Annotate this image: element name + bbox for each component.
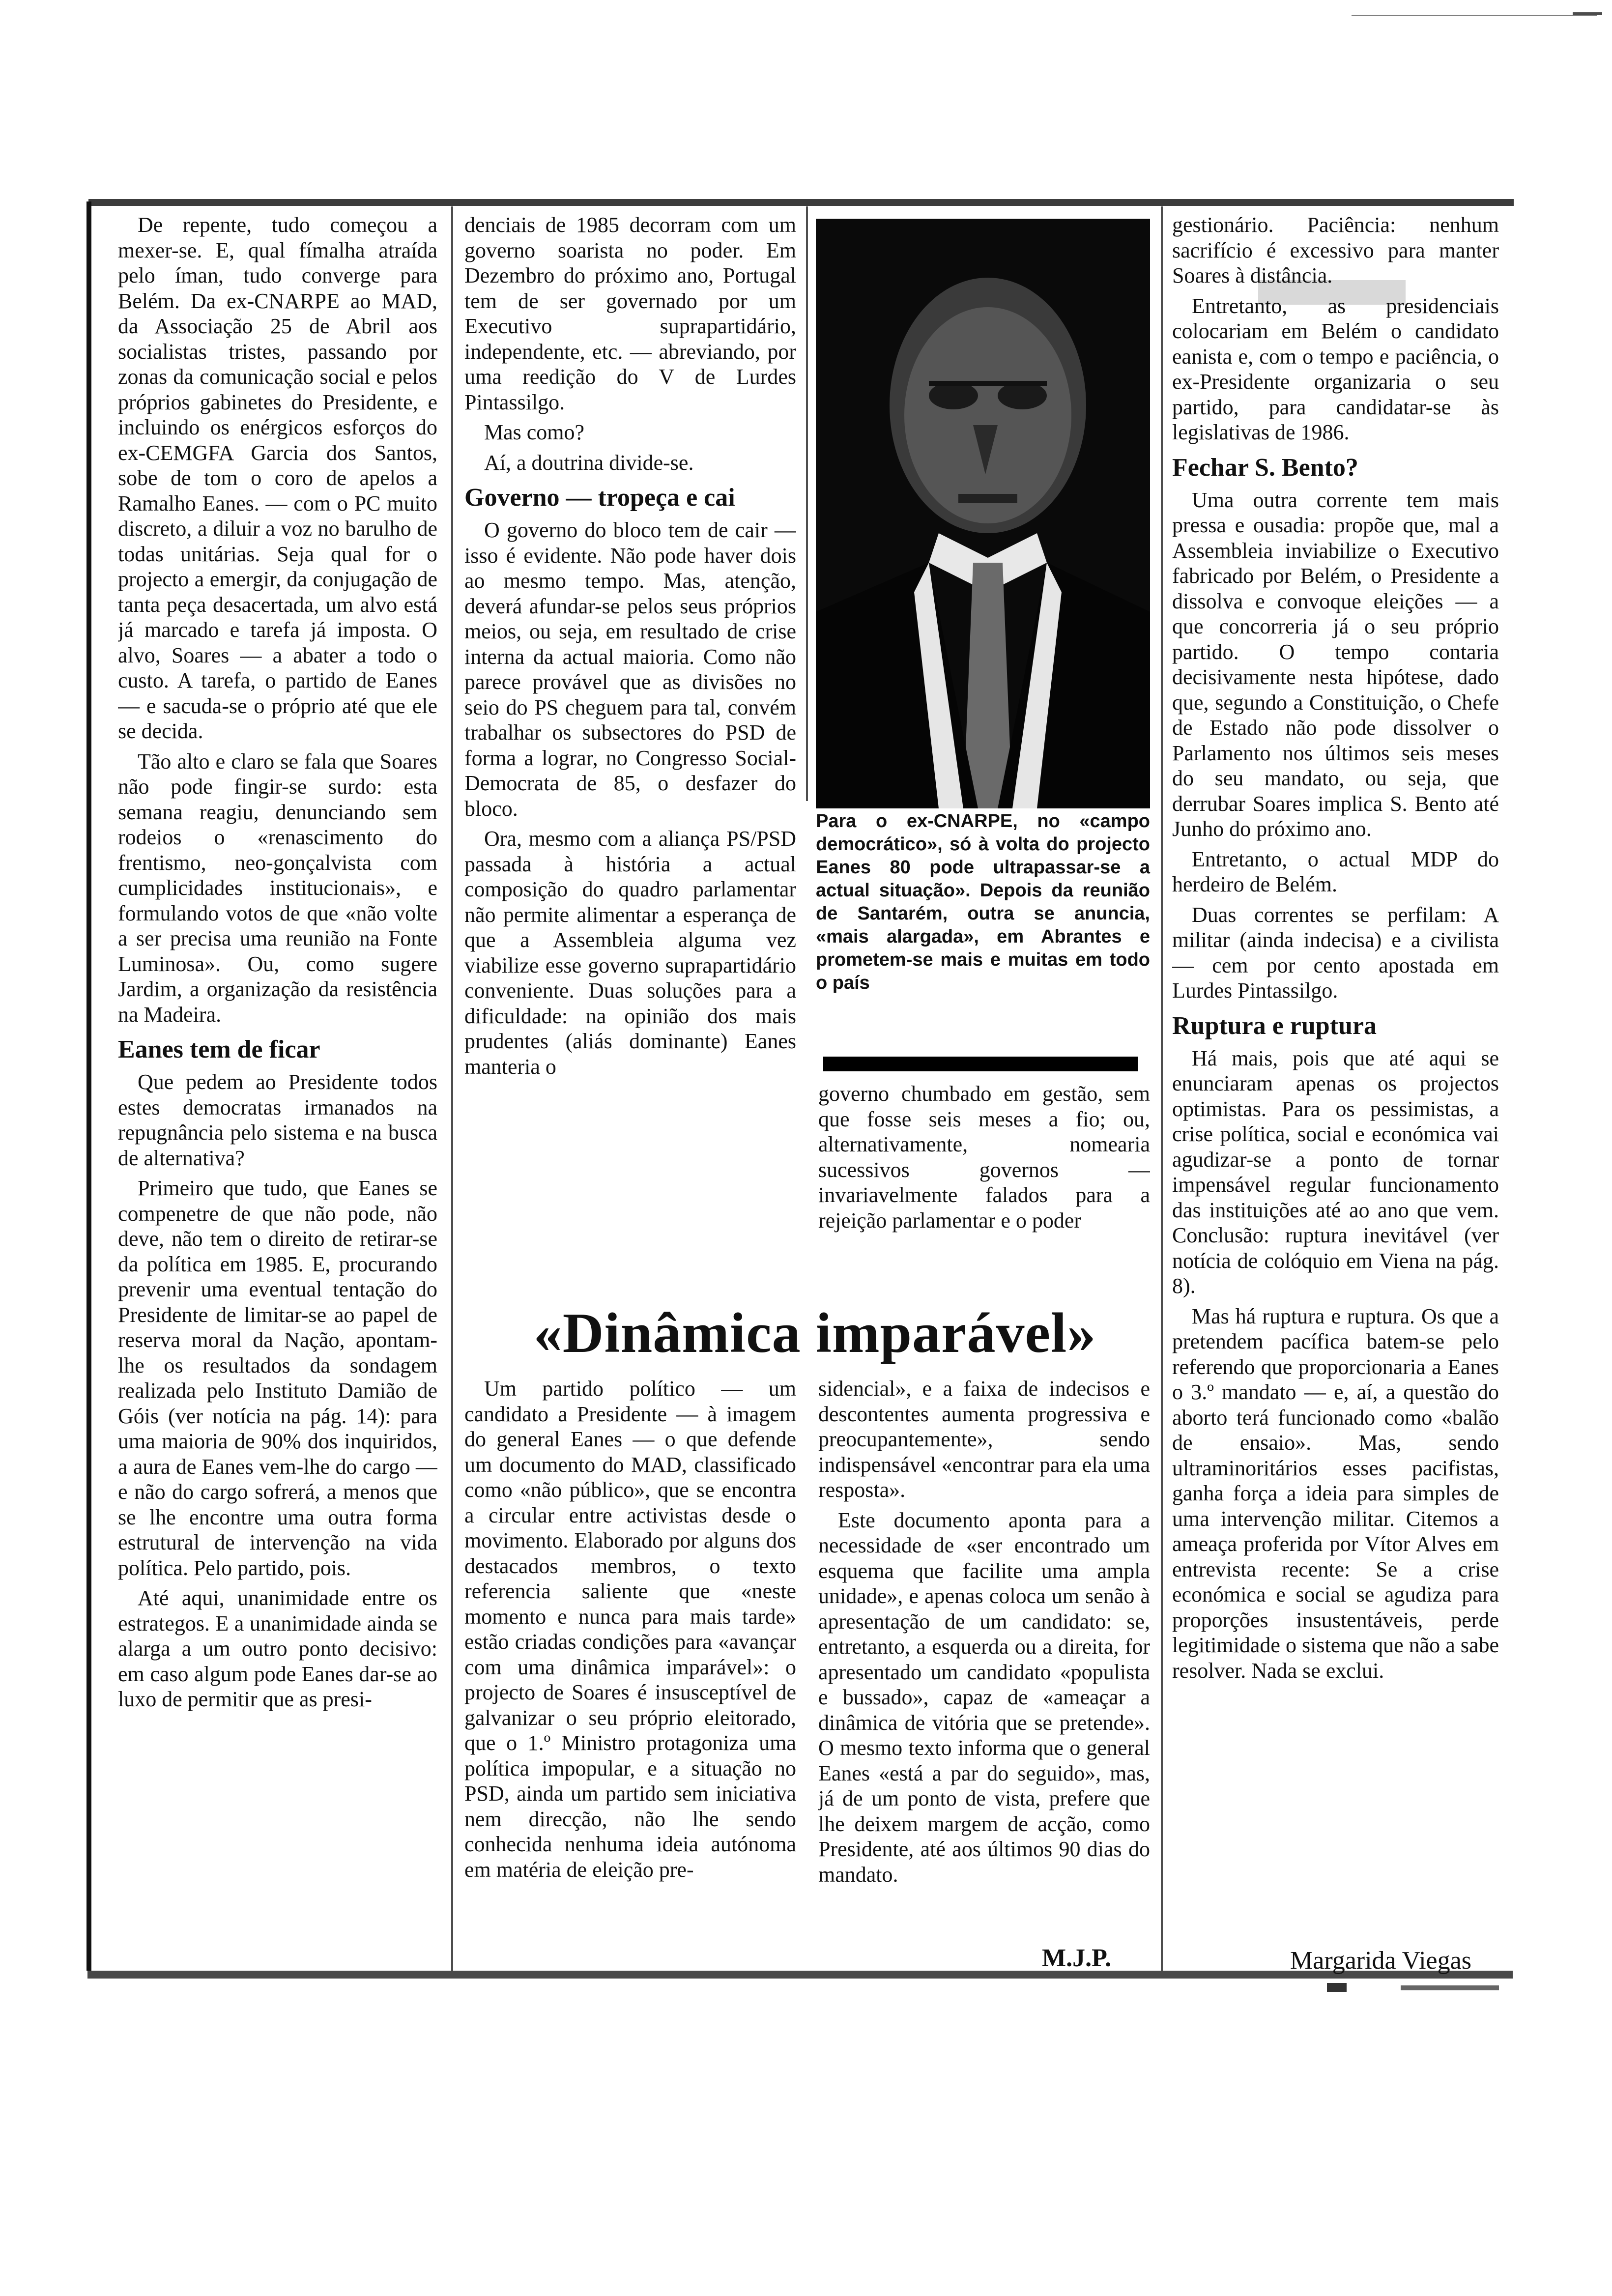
left-edge-rule (86, 201, 91, 1971)
column-divider (1161, 206, 1163, 1971)
column-divider (451, 206, 453, 1971)
subheading: Fechar S. Bento? (1172, 453, 1358, 482)
subheading: Governo — tropeça e cai (464, 484, 735, 512)
column-2-lower (464, 1376, 796, 1980)
paragraph: denciais de 1985 decorram com um governo soarista no poder. Em Dezembro do próximo ano, Portugal tem de ser governado por um Executivo suprapartidário, independente, etc. — abreviando, por uma reedição do V de Lurdes Pintassilgo. (464, 213, 796, 414)
paragraph: Ora, mesmo com a aliança PS/PSD passada à história a actual composição do quadro parlamentar não permite alimentar a esperança de que a Assembleia alguma vez viabilize esse governo suprapartidário conveniente. Duas soluções para a dificuldade: na opinião dos mais prudentes (aliás dominante) Eanes manteria o (464, 827, 796, 1079)
portrait-illustration (816, 219, 1150, 808)
photo-caption: Para o ex-CNARPE, no «campo democrático», só à volta do projecto Eanes 80 pode ultrapassar-se a actual situação». Depois da reunião de Santarém, outra se anuncia, «mais alargada», em Abrantes e prometem-se mais e muitas em todo o país (816, 811, 1150, 993)
paragraph: Aí, a doutrina divide-se. (484, 450, 694, 475)
paragraph: Mas como? (484, 420, 585, 444)
paragraph: gestionário. Paciência: nenhum sacrifício é excessivo para manter Soares à distância. (1172, 213, 1499, 287)
caption-rule (823, 1057, 1138, 1071)
paragraph: De repente, tudo começou a mexer-se. E, qual fímalha atraída pelo íman, tudo converge para Belém. Da ex-CNARPE ao MAD, da Associação 25 de Abril aos socialistas tristes, passando por zonas da comunicação social e pelos próprios gabinetes do Presidente, e incluindo os enérgicos esforços do ex-CEMGFA Garcia dos Santos, sobe de tom o coro de apelos a Ramalho Eanes. — com o PC muito discreto, a diluir a voz no barulho de todas unitárias. Seja qual for o projecto a emergir, da conjugação de tanta peça desacertada, um alvo está já marcado e tarefa já imposta. O alvo, Soares — a abater a todo o custo. A tarefa, o partido de Eanes — e sacuda-se o próprio até que ele se decida. (118, 213, 437, 743)
paragraph: Entretanto, as presidenciais colocariam em Belém o candidato eanista e, com o tempo e paciência, o ex-Presidente organizaria o seu partido, para candidatar-se às legislativas de 1986. (1172, 293, 1499, 444)
paragraph: Até aqui, unanimidade entre os estrategos. E a unanimidade ainda se alarga a um outro ponto decisivo: em caso algum pode Eanes dar-se ao luxo de permitir que as presi- (118, 1586, 437, 1711)
paragraph: Há mais, pois que até aqui se enunciaram apenas os projectos optimistas. Para os pessimistas, a crise política, social e económica vai agudizar-se a ponto de tornar impensável regular funcionamento das instituições até ao ano que vem. Conclusão: ruptura inevitável (ver notícia de colóquio em Viena na pág. 8). (1172, 1046, 1499, 1298)
column-3-lower (818, 1376, 1150, 1946)
author-initials: M.J.P. (1042, 1944, 1112, 1972)
author-signature: Margarida Viegas (1290, 1947, 1471, 1975)
portrait-photo (816, 219, 1150, 808)
paragraph: O governo do bloco tem de cair — isso é evidente. Não pode haver dois ao mesmo tempo. Mas, atenção, deverá afundar-se pelos seus próprios meios, ou seja, em resultado de crise interna da actual maioria. Como não parece provável que as divisões no seio do PS cheguem para tal, convém trabalhar os subsectores do PSD de forma a lograr, no Congresso Social-Democrata de 85, o desfazer do bloco. (464, 518, 796, 821)
column-1 (118, 212, 437, 1967)
paragraph: Que pedem ao Presidente todos estes democratas irmanados na repugnância pelo sistema e na busca de alternativa? (118, 1070, 437, 1170)
paragraph: Primeiro que tudo, que Eanes se compenetre de que não pode, não deve, não tem o direito de retirar-se da política em 1985. E, procurando prevenir uma eventual tentação do Presidente de limitar-se ao papel de reserva moral da Nação, apontam-lhe os resultados da sondagem realizada pelo Instituto Damião de Góis (ver notícia na pág. 14): para uma maioria de 90% dos inquiridos, a aura de Eanes vem-lhe do cargo — e não do cargo sofrerá, a menos que se lhe encontre uma outra forma estrutural de intervenção na vida política. Pelo partido, pois. (118, 1176, 437, 1580)
paragraph: Um partido político — um candidato a Presidente — à imagem do general Eanes — o que defende um documento do MAD, classificado como «não público», que se encontra a circular entre activistas desde o movimento. Elaborado por alguns dos destacados membros, o texto referencia saliente que «neste momento e nunca para mais tarde» estão criadas condições para «avançar com uma dinâmica imparável»: o projecto de Soares é insusceptível de galvanizar o seu próprio eleitorado, que o 1.º Ministro protagoniza uma política impopular, e a situação no PSD, ainda um partido sem iniciativa nem direcção, não lhe sendo conhecida nenhuma ideia autónoma em matéria de eleição pre- (464, 1377, 796, 1882)
headline: «Dinâmica imparável» (533, 1302, 1096, 1365)
paragraph: Uma outra corrente tem mais pressa e ousadia: propõe que, mal a Assembleia inviabilize o Executivo fabricado por Belém, o Presidente a dissolva e convoque eleições — a que concorreria já o seu próprio partido. O tempo contaria decisivamente nesta hipótese, dado que, segundo a Constituição, o Chefe de Estado não pode dissolver o Parlamento nos últimos seis meses do seu mandato, ou seja, que derrubar Soares implica S. Bento até Junho do próximo ano. (1172, 488, 1499, 841)
subheading: Eanes tem de ficar (118, 1035, 320, 1063)
subheading: Ruptura e ruptura (1172, 1011, 1377, 1040)
column-3-upper (818, 1081, 1150, 1292)
paragraph: Duas correntes se perfilam: A militar (ainda indecisa) e a civilista — cem por cento apostada em Lurdes Pintassilgo. (1172, 902, 1499, 1003)
paragraph: Tão alto e claro se fala que Soares não pode fingir-se surdo: esta semana reagiu, denunciando sem rodeios o «renascimento do frentismo, neo-gonçalvista com cumplicidades institucionais», e formulando votos de que «não volte a ser precisa uma reunião na Fonte Luminosa». Ou, como sugere Jardim, a organização da resistência na Madeira. (118, 749, 437, 1027)
paragraph: sidencial», e a faixa de indecisos e descontentes aumenta progressiva e preocupantemente», sendo indispensável «encontrar para ela uma resposta». (818, 1377, 1150, 1502)
column-divider (806, 206, 808, 801)
top-rule (88, 199, 1514, 206)
column-2-upper (464, 212, 796, 1284)
paragraph: governo chumbado em gestão, sem que fosse seis meses a fio; ou, alternativamente, nomearia sucessivos governos — invariavelmente falados para a rejeição parlamentar e o poder (818, 1082, 1150, 1233)
paragraph: Entretanto, o actual MDP do herdeiro de Belém. (1172, 847, 1499, 896)
paragraph: Este documento aponta para a necessidade de «ser encontrado um esquema que facilite uma ampla unidade», e apenas coloca um senão à apresentação de um candidato: se, entretanto, a esquerda ou a direita, for apresentado um candidato «populista e bussado», capaz de «ameaçar a dinâmica de vitória que se pretende». O mesmo texto informa que o general Eanes «está a par do seguido», mas, já de um ponto de vista, prefere que lhe deixem margem de acção, como Presidente, até aos últimos 90 dias do mandato. (818, 1508, 1150, 1887)
paragraph: Mas há ruptura e ruptura. Os que a pretendem pacífica batem-se pelo referendo que proporcionaria a Eanes o 3.º mandato — e, aí, a questão do aborto terá funcionado como «balão de ensaio». Mas, sendo ultraminoritários esses pacifistas, ganha força a ideia para simples de uma intervenção militar. Citemos a ameaça proferida por Vítor Alves em entrevista recente: Se a crise económica e social se agudiza para proporções insustentáveis, perde legitimidade o sistema que não a sabe resolver. Nada se exclui. (1172, 1304, 1499, 1683)
column-4 (1172, 212, 1499, 1942)
